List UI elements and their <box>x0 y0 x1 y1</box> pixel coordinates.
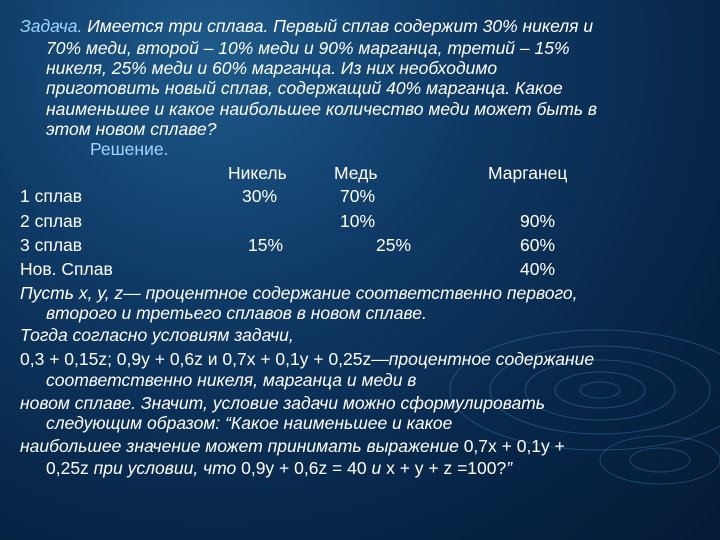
header-manganese: Марганец <box>488 163 568 183</box>
text-line-1: Пусть x, y, z— процентное содержание соответственно первого, <box>20 283 578 303</box>
row-2-manganese: 90% <box>520 211 556 231</box>
text-line-7: следующим образом: “Какое наименьшее и какое <box>46 413 453 433</box>
row-1-nickel: 30% <box>242 186 278 206</box>
row-4-name: Нов. Сплав <box>20 259 113 279</box>
text-line-3: Тогда согласно условиям задачи, <box>20 325 294 345</box>
row-1-name: 1 сплав <box>20 186 83 206</box>
text-line-6: новом сплаве. Значит, условие задачи можно сформулировать <box>20 393 545 413</box>
problem-line-5: наименьшее и какое наибольшее количество меди может быть в <box>46 99 598 119</box>
problem-line-3: никеля, 25% меди и 60% марганца. Из них необходимо <box>46 58 498 78</box>
row-3-copper: 25% <box>376 235 412 255</box>
row-2-copper: 10% <box>340 211 376 231</box>
row-3-manganese: 60% <box>520 235 556 255</box>
text-line-9: 0,25z при условии, что 0,9y + 0,6z = 40 и x + y + z =100?” <box>46 458 513 478</box>
text-line-2: второго и третьего сплавов в новом сплаве. <box>46 303 427 323</box>
problem-line-4: приготовить новый сплав, содержащий 40% марганца. Какое <box>46 78 563 98</box>
row-3-name: 3 сплав <box>20 235 83 255</box>
row-1-copper: 70% <box>340 186 376 206</box>
problem-line-1: Задача. Имеется три сплава. Первый сплав содержит 30% никеля и <box>20 16 594 36</box>
text-line-4: 0,3 + 0,15z; 0,9y + 0,6z и 0,7x + 0,1y + 0,25z—процентное содержание <box>20 349 595 369</box>
row-3-nickel: 15% <box>248 235 284 255</box>
row-2-name: 2 сплав <box>20 211 83 231</box>
row-4-manganese: 40% <box>520 259 556 279</box>
header-nickel: Никель <box>228 163 287 183</box>
problem-line-2: 70% меди, второй – 10% меди и 90% марганца, третий – 15% <box>46 38 570 58</box>
solution-label: Решение. <box>90 139 169 159</box>
problem-line-6: этом новом сплаве? <box>46 119 217 139</box>
header-copper: Медь <box>334 163 378 183</box>
text-line-5: соответственно никеля, марганца и меди в <box>46 370 417 390</box>
problem-label: Задача. <box>20 16 83 36</box>
text-line-8: наибольшее значение может принимать выражение 0,7x + 0,1y + <box>20 436 565 456</box>
